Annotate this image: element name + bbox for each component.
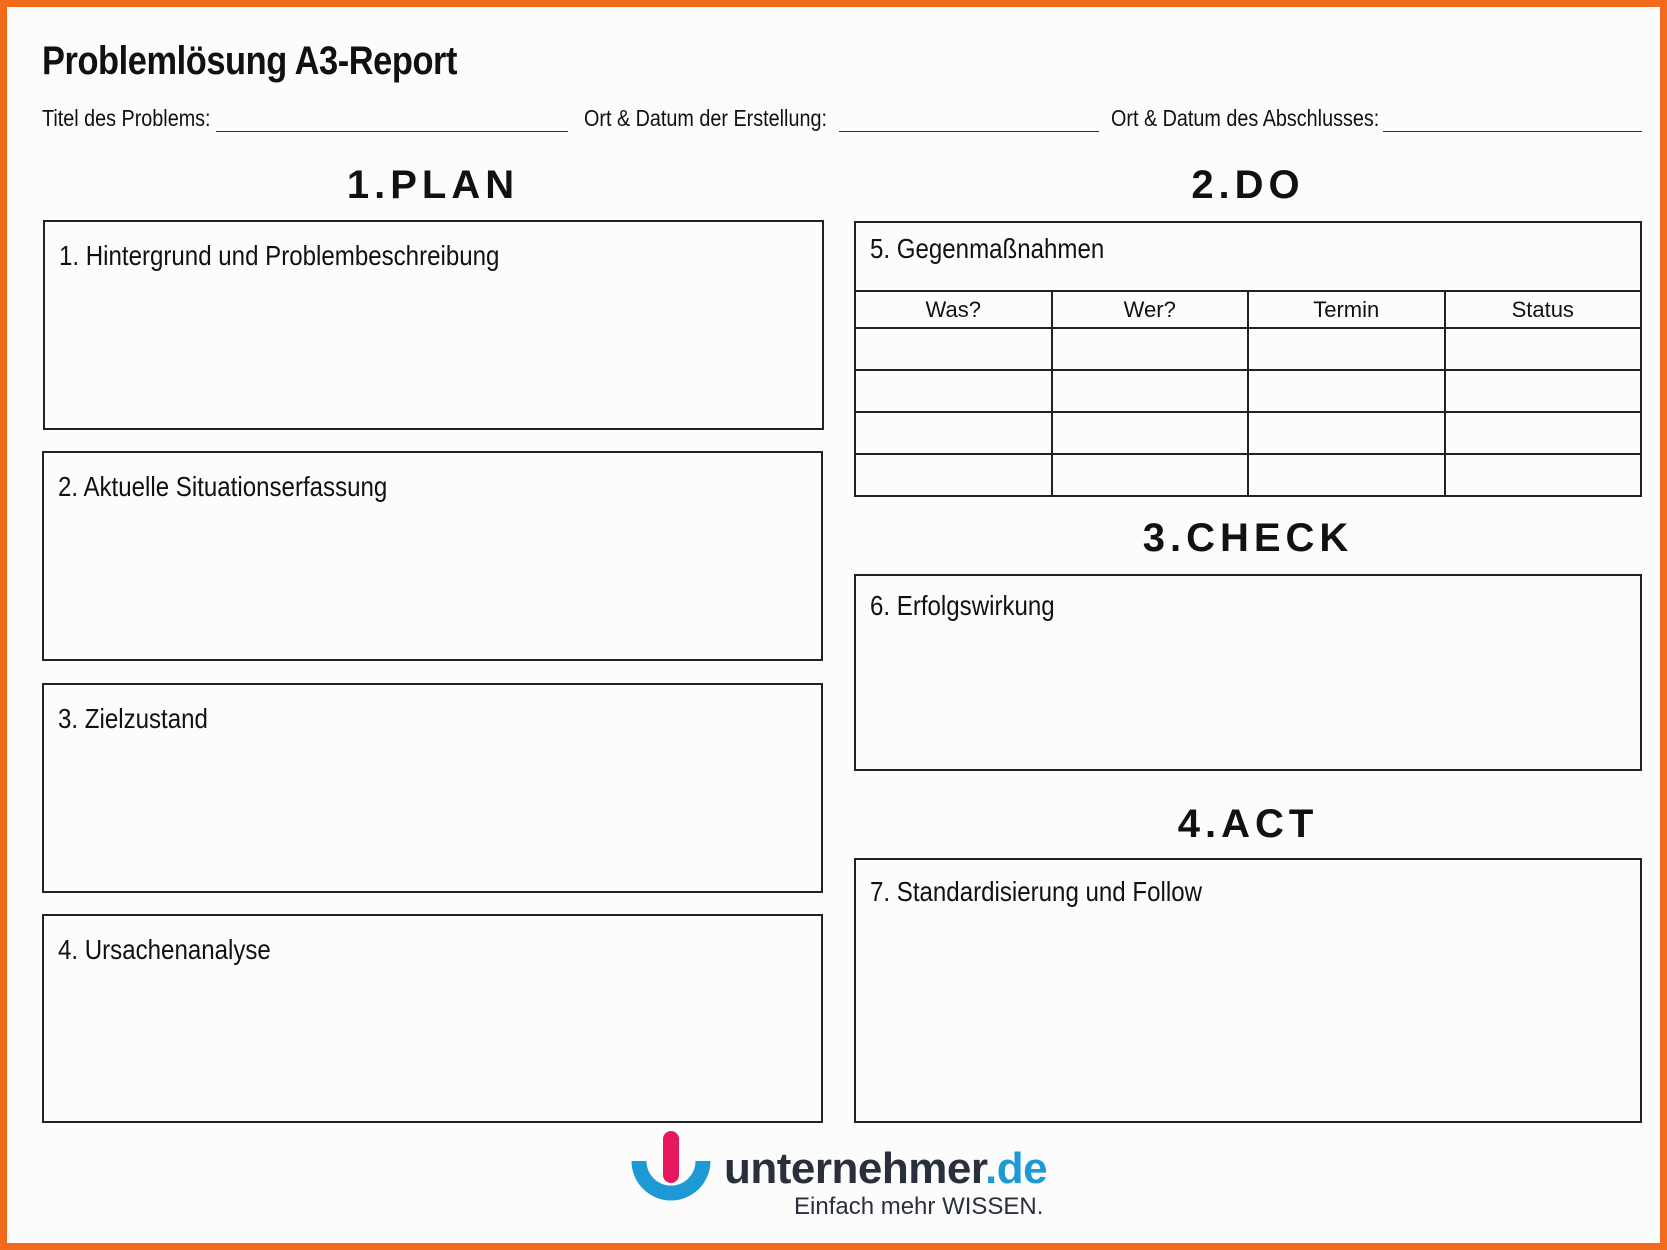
table-cell[interactable] (1248, 412, 1445, 454)
table-cell[interactable] (1445, 328, 1642, 370)
table-cell[interactable] (855, 370, 1052, 412)
logo-tagline: Einfach mehr WISSEN. (794, 1193, 1044, 1220)
background-label: 1. Hintergrund und Problembeschreibung (59, 240, 500, 271)
root-cause-box[interactable] (42, 914, 823, 1123)
table-cell[interactable] (1248, 328, 1445, 370)
standardization-box[interactable] (854, 858, 1642, 1123)
table-row (855, 328, 1641, 370)
logo-tld: .de (985, 1144, 1048, 1193)
countermeasures-box (854, 221, 1642, 292)
table-cell[interactable] (1052, 454, 1249, 496)
standardization-label: 7. Standardisierung und Follow (870, 876, 1202, 907)
section-check-heading: 3.CHECK (1142, 516, 1354, 560)
table-cell[interactable] (1445, 370, 1642, 412)
page-title: Problemlösung A3-Report (42, 39, 458, 83)
target-state-box[interactable] (42, 683, 823, 893)
logo-wordmark (724, 1144, 1047, 1194)
countermeasures-label: 5. Gegenmaßnahmen (870, 233, 1105, 264)
table-cell[interactable] (1052, 412, 1249, 454)
table-cell[interactable] (1445, 454, 1642, 496)
table-cell[interactable] (1445, 412, 1642, 454)
section-do-heading: 2.DO (1191, 163, 1305, 207)
background-box[interactable] (43, 220, 824, 430)
column-header-status: Status (1445, 291, 1642, 328)
effectiveness-box[interactable] (854, 574, 1642, 771)
current-situation-box[interactable] (42, 451, 823, 661)
table-cell[interactable] (855, 412, 1052, 454)
effectiveness-label: 6. Erfolgswirkung (870, 590, 1055, 621)
table-row (855, 370, 1641, 412)
problem-title-label: Titel des Problems: (42, 105, 211, 131)
closed-label: Ort & Datum des Abschlusses: (1111, 105, 1380, 131)
table-row (855, 412, 1641, 454)
table-cell[interactable] (1052, 370, 1249, 412)
current-situation-label: 2. Aktuelle Situationserfassung (58, 471, 388, 502)
section-plan-heading: 1.PLAN (346, 163, 520, 207)
table-row (855, 454, 1641, 496)
column-header-who: Wer? (1052, 291, 1249, 328)
table-cell[interactable] (855, 328, 1052, 370)
table-cell[interactable] (1052, 328, 1249, 370)
column-header-what: Was? (855, 291, 1052, 328)
section-act-heading: 4.ACT (1177, 802, 1319, 846)
target-state-label: 3. Zielzustand (58, 703, 208, 734)
root-cause-label: 4. Ursachenanalyse (58, 934, 271, 965)
table-cell[interactable] (1248, 370, 1445, 412)
table-cell[interactable] (855, 454, 1052, 496)
unternehmer-logo-icon (629, 1131, 713, 1219)
closed-field[interactable] (1383, 131, 1642, 132)
column-header-deadline: Termin (1248, 291, 1445, 328)
created-label: Ort & Datum der Erstellung: (584, 105, 827, 131)
countermeasures-table (854, 290, 1642, 497)
table-cell[interactable] (1248, 454, 1445, 496)
created-field[interactable] (839, 131, 1099, 132)
logo-word: unternehmer (724, 1144, 986, 1193)
problem-title-field[interactable] (216, 131, 568, 132)
